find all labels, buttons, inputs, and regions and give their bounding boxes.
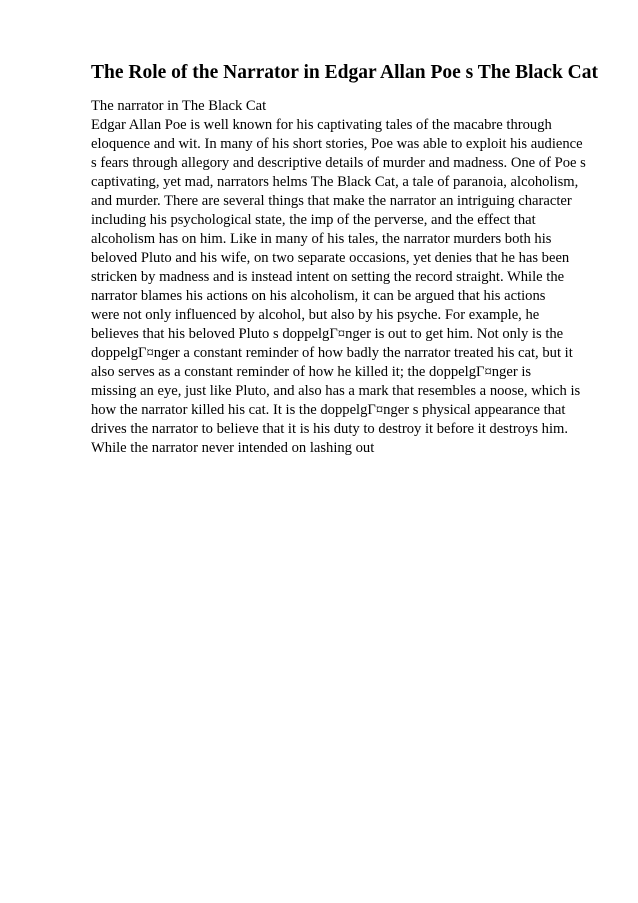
body-line: and murder. There are several things that make the narrator an intriguing character	[91, 193, 572, 209]
body-line: beloved Pluto and his wife, on two separate occasions, yet denies that he has been	[91, 250, 570, 266]
body-line: believes that his beloved Pluto s doppelgГ¤nger is out to get him. Not only is the	[91, 326, 564, 342]
body-line: Edgar Allan Poe is well known for his captivating tales of the macabre through	[91, 117, 552, 133]
body-line: stricken by madness and is instead intent on setting the record straight. While the	[91, 269, 565, 285]
body-line: captivating, yet mad, narrators helms The Black Cat, a tale of paranoia, alcoholism,	[91, 174, 579, 190]
body-line: While the narrator never intended on lashing out	[91, 440, 375, 456]
body-line: narrator blames his actions on his alcoholism, it can be argued that his actions	[91, 288, 546, 304]
body-line: also serves as a constant reminder of how he killed it; the doppelgГ¤nger is	[91, 364, 532, 380]
document-title: The Role of the Narrator in Edgar Allan Poe s The Black Cat	[91, 62, 598, 83]
body-line: alcoholism has on him. Like in many of his tales, the narrator murders both his	[91, 231, 552, 247]
body-line: how the narrator killed his cat. It is the doppelgГ¤nger s physical appearance that	[91, 402, 566, 418]
body-line: missing an eye, just like Pluto, and also has a mark that resembles a noose, which is	[91, 383, 581, 399]
body-line: The narrator in The Black Cat	[91, 98, 267, 114]
document-body	[91, 97, 611, 458]
body-line: doppelgГ¤nger a constant reminder of how badly the narrator treated his cat, but it	[91, 345, 573, 361]
body-line: including his psychological state, the imp of the perverse, and the effect that	[91, 212, 536, 228]
body-line: drives the narrator to believe that it is his duty to destroy it before it destroys him.	[91, 421, 569, 437]
body-line: eloquence and wit. In many of his short stories, Poe was able to exploit his audience	[91, 136, 583, 152]
body-line: were not only influenced by alcohol, but also by his psyche. For example, he	[91, 307, 540, 323]
body-line: s fears through allegory and descriptive details of murder and madness. One of Poe s	[91, 155, 586, 171]
